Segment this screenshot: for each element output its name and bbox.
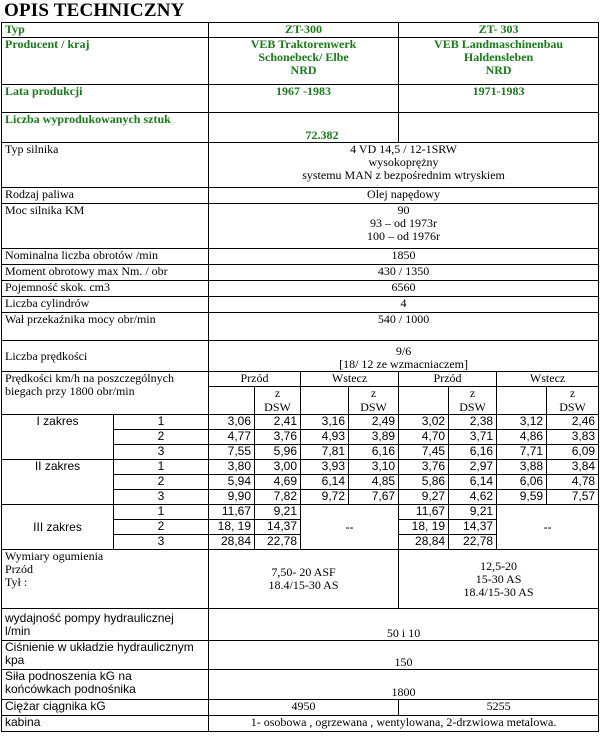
tyres-zt303-line: 15-30 AS: [475, 571, 522, 586]
fuel-label: Rodzaj paliwa: [2, 188, 209, 204]
cabin-row: [2, 716, 599, 732]
speed-row: [2, 460, 599, 475]
speeds-label: [2, 372, 209, 415]
speed-value: 4,93: [301, 430, 349, 445]
speed-value: 4,78: [547, 475, 599, 490]
lift-label-line: końcówkach podnośnika: [5, 682, 136, 696]
engine-value: [209, 143, 599, 188]
speed-value: 22,78: [255, 535, 301, 550]
tyres-zt303-line: 18.4/15-30 AS: [463, 584, 534, 599]
power-line: 90: [397, 203, 410, 217]
gear-number: 1: [114, 415, 209, 430]
speed-value: 3,84: [547, 460, 599, 475]
speed-value: 9,21: [255, 505, 301, 520]
speed-value: 3,83: [547, 430, 599, 445]
speed-value: 6,16: [449, 445, 497, 460]
speed-value: 5,86: [399, 475, 449, 490]
speed-value: 4,86: [497, 430, 547, 445]
fuel-value: Olej napędowy: [209, 188, 599, 204]
rpm-label: Nominalna liczba obrotów /min: [2, 249, 209, 265]
gears-row: [2, 341, 599, 372]
speed-value: 3,06: [209, 415, 255, 430]
years-zt303: 1971-1983: [399, 85, 599, 113]
dsw-label: DSW: [449, 401, 497, 415]
reverse-dash: --: [301, 505, 399, 550]
range-name: II zakres: [2, 460, 114, 505]
pto-value: 540 / 1000: [209, 313, 599, 341]
speed-value: 2,97: [449, 460, 497, 475]
speed-value: 4,69: [255, 475, 301, 490]
speed-value: 3,76: [255, 430, 301, 445]
producer-zt303-line: NRD: [485, 63, 512, 77]
speed-value: 3,71: [449, 430, 497, 445]
power-line: 93 – od 1973r: [370, 216, 438, 230]
reverse-dash: --: [497, 505, 599, 550]
engine-line: systemu MAN z bezpośrednim wtryskiem: [302, 168, 505, 182]
speed-value: 3,88: [497, 460, 547, 475]
model-zt300: ZT-300: [209, 23, 399, 38]
gear-number: 1: [114, 505, 209, 520]
tyres-zt300-line: 7,50- 20 ASF: [271, 565, 336, 579]
gear-number: 2: [114, 520, 209, 535]
speed-value: 4,70: [399, 430, 449, 445]
speed-row: [2, 505, 599, 520]
speed-value: 28,84: [209, 535, 255, 550]
speeds-header-row: [2, 372, 599, 387]
gears-line: [18/ 12 ze wzmacniaczem]: [339, 357, 469, 371]
lift-label-line: Siła podnoszenia kG na: [5, 669, 132, 683]
speed-value: 11,67: [209, 505, 255, 520]
power-value: [209, 204, 599, 249]
gear-number: 3: [114, 490, 209, 505]
speed-value: 3,16: [301, 415, 349, 430]
dsw-label: DSW: [547, 401, 599, 415]
gears-line: 9/6: [395, 344, 412, 358]
pressure-row: [2, 641, 599, 670]
speed-value: 14,37: [449, 520, 497, 535]
pump-label-line: wydajność pompy hydraulicznej: [5, 610, 174, 625]
no-dsw-cell: [209, 387, 255, 415]
speed-value: 18, 19: [399, 520, 449, 535]
gears-label: Liczba prędkości: [2, 341, 209, 372]
cylinders-row: [2, 297, 599, 313]
z-label: z: [349, 387, 399, 401]
speeds-label-line: Prędkości km/h na poszczególnych: [5, 371, 174, 385]
pto-label: Wał przekaźnika mocy obr/min: [2, 313, 209, 341]
speed-value: 22,78: [449, 535, 497, 550]
speed-value: 9,21: [449, 505, 497, 520]
tyres-zt300: [209, 550, 399, 609]
z-label: z: [547, 387, 599, 401]
dsw-label: DSW: [255, 401, 301, 415]
speed-value: 5,94: [209, 475, 255, 490]
power-line: 100 – od 1976r: [367, 229, 441, 243]
speed-value: 9,59: [497, 490, 547, 505]
weight-row: [2, 700, 599, 716]
engine-line: 4 VD 14,5 / 12-1SRW: [350, 142, 457, 156]
speed-value: 7,82: [255, 490, 301, 505]
gear-number: 1: [114, 460, 209, 475]
years-label: Lata produkcji: [2, 85, 209, 113]
speed-value: 2,46: [547, 415, 599, 430]
lift-label: [2, 670, 209, 700]
speed-value: 3,76: [399, 460, 449, 475]
producer-label: Producent / kraj: [2, 38, 209, 85]
speed-value: 7,71: [497, 445, 547, 460]
pto-row: [2, 313, 599, 341]
pressure-label-line: Ciśnienie w układzie hydraulicznym: [5, 640, 194, 654]
rpm-value: 1850: [209, 249, 599, 265]
header-row: [2, 23, 599, 38]
range-name: III zakres: [2, 505, 114, 550]
cabin-label: kabina: [2, 716, 209, 732]
years-row: [2, 85, 599, 113]
speeds-label-line: biegach przy 1800 obr/min: [5, 384, 135, 398]
gear-number: 3: [114, 445, 209, 460]
weight-label: Ciężar ciągnika kG: [2, 700, 209, 716]
speed-value: 7,81: [301, 445, 349, 460]
speed-value: 3,10: [349, 460, 399, 475]
lift-value: 1800: [209, 670, 599, 700]
speed-value: 28,84: [399, 535, 449, 550]
speed-value: 2,41: [255, 415, 301, 430]
tyres-zt300-line: 18.4/15-30 AS: [268, 578, 339, 592]
speed-value: 6,14: [449, 475, 497, 490]
tyres-label-line: Wymiary ogumienia: [5, 549, 104, 563]
speed-value: 9,72: [301, 490, 349, 505]
forward-header: Przód: [209, 372, 301, 387]
z-label: z: [255, 387, 301, 401]
speed-value: 6,09: [547, 445, 599, 460]
speed-value: 4,62: [449, 490, 497, 505]
speed-value: 3,00: [255, 460, 301, 475]
reverse-header: Wstecz: [301, 372, 399, 387]
speed-value: 18, 19: [209, 520, 255, 535]
rpm-row: [2, 249, 599, 265]
produced-row: [2, 113, 599, 143]
torque-row: [2, 265, 599, 281]
producer-row: [2, 38, 599, 85]
pump-row: [2, 609, 599, 641]
speed-value: 7,55: [209, 445, 255, 460]
producer-zt300: [209, 38, 399, 85]
gear-number: 3: [114, 535, 209, 550]
engine-row: [2, 143, 599, 188]
tyres-zt303-line: 12,5-20: [480, 558, 518, 573]
tyres-label-line: Przód: [5, 562, 33, 576]
lift-row: [2, 670, 599, 700]
speed-value: 3,89: [349, 430, 399, 445]
pump-label-line: l/min: [5, 623, 31, 638]
speed-value: 3,02: [399, 415, 449, 430]
produced-empty: [399, 113, 599, 143]
engine-label: Typ silnika: [2, 143, 209, 188]
weight-zt303: 5255: [399, 700, 599, 716]
producer-zt300-line: VEB Traktorenwerk: [250, 37, 357, 51]
torque-value: 430 / 1350: [209, 265, 599, 281]
displacement-value: 6560: [209, 281, 599, 297]
speed-value: 6,16: [349, 445, 399, 460]
speed-row: [2, 415, 599, 430]
spec-table: [1, 22, 599, 732]
no-dsw-cell: [399, 387, 449, 415]
pressure-label: [2, 641, 209, 670]
producer-zt303: [399, 38, 599, 85]
gears-value: [209, 341, 599, 372]
torque-label: Moment obrotowy max Nm. / obr: [2, 265, 209, 281]
speed-value: 2,38: [449, 415, 497, 430]
produced-value: 72.382: [209, 113, 399, 143]
speed-value: 9,90: [209, 490, 255, 505]
speed-value: 3,12: [497, 415, 547, 430]
tyres-label-line: Tył :: [5, 575, 28, 589]
reverse-header: Wstecz: [497, 372, 599, 387]
produced-label: Liczba wyprodukowanych sztuk: [2, 113, 209, 143]
speed-value: 7,57: [547, 490, 599, 505]
tyres-row: [2, 550, 599, 609]
years-zt300: 1967 -1983: [209, 85, 399, 113]
producer-zt300-line: Schonebeck/ Elbe: [258, 50, 349, 64]
gear-number: 2: [114, 430, 209, 445]
type-label: Typ: [2, 23, 209, 38]
fuel-row: [2, 188, 599, 204]
document-title: OPIS TECHNICZNY: [4, 0, 185, 21]
speed-value: 6,14: [301, 475, 349, 490]
forward-header: Przód: [399, 372, 497, 387]
dsw-label: DSW: [349, 401, 399, 415]
pressure-label-line: kpa: [5, 653, 25, 667]
speed-value: 2,49: [349, 415, 399, 430]
speed-value: 14,37: [255, 520, 301, 535]
producer-zt303-line: Haldensleben: [463, 50, 534, 64]
z-label: z: [449, 387, 497, 401]
pressure-value: 150: [209, 641, 599, 670]
speed-value: 9,27: [399, 490, 449, 505]
speed-value: 5,96: [255, 445, 301, 460]
producer-zt300-line: NRD: [290, 63, 317, 77]
weight-zt300: 4950: [209, 700, 399, 716]
displacement-row: [2, 281, 599, 297]
power-label: Moc silnika KM: [2, 204, 209, 249]
pump-label: [2, 609, 209, 641]
gear-number: 2: [114, 475, 209, 490]
producer-zt303-line: VEB Landmaschinenbau: [434, 37, 564, 51]
cylinders-value: 4: [209, 297, 599, 313]
no-dsw-cell: [497, 387, 547, 415]
speed-value: 4,77: [209, 430, 255, 445]
range-name: I zakres: [2, 415, 114, 460]
speed-value: 3,80: [209, 460, 255, 475]
speed-value: 7,45: [399, 445, 449, 460]
displacement-label: Pojemność skok. cm3: [2, 281, 209, 297]
speed-value: 3,93: [301, 460, 349, 475]
cabin-value: 1- osobowa , ogrzewana , wentylowana, 2-drzwiowa metalowa.: [209, 716, 599, 732]
model-zt303: ZT- 303: [399, 23, 599, 38]
pump-value: 50 i 10: [209, 609, 599, 641]
tyres-zt303: [399, 550, 599, 609]
speed-value: 11,67: [399, 505, 449, 520]
no-dsw-cell: [301, 387, 349, 415]
cylinders-label: Liczba cylindrów: [2, 297, 209, 313]
tyres-label: [2, 550, 209, 609]
speed-value: 6,06: [497, 475, 547, 490]
speed-value: 7,67: [349, 490, 399, 505]
engine-line: wysokoprężny: [368, 155, 439, 169]
speed-value: 4,85: [349, 475, 399, 490]
power-row: [2, 204, 599, 249]
